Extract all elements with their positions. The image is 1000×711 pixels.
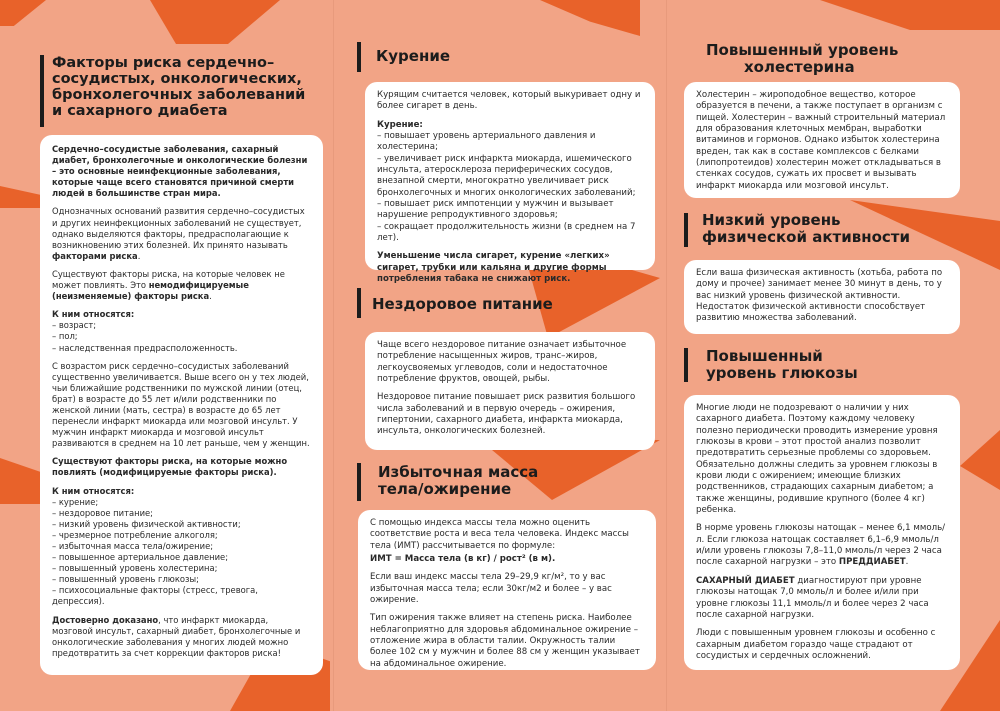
smoking-effects-list — [377, 131, 643, 244]
list-item: – повышенный уровень холестерина; — [52, 563, 218, 574]
risk-factors-card — [40, 135, 323, 675]
list-item: – повышает уровень артериального давления и холестерина; — [377, 131, 596, 153]
list-item: – курение; — [52, 496, 99, 507]
intro-text: Сердечно–сосудистые заболевания, сахарный диабет, бронхолегочные и онкологические болезни – это основные неинфекционные заболевания, которые чаще всего становятся причиной смерти людей в большинстве стран мира. — [52, 144, 308, 199]
glucose-paragraph: Многие люди не подозревают о наличии у них сахарного диабета. Поэтому каждому человеку полезно периодически проводить измерение уровня глюкозы в крови – этот простой анализ позволит предотвратить серьезные проблемы со здоровьем. Обязательно должны следить за уровнем глюкозы в крови люди с ожирением; имеющие близких родственников, страдающих сахарным диабетом; а также женщины, родившие крупного (более 4 кг) ребенка. — [696, 403, 938, 516]
list-item: – избыточная масса тела/ожирение; — [52, 541, 214, 551]
obesity-type-paragraph: Тип ожирения также влияет на степень риска. Наиболее неблагоприятно для здоровья абдоминальное ожирение – отложение жира в области талии. Окружность талии более 102 см у мужчин и более 88 см у женщин указывает на абдоминальное ожирение. — [370, 613, 640, 669]
heading-bar — [357, 463, 361, 501]
heading-bar — [357, 42, 361, 72]
activity-title: Низкий уровень физической активности — [702, 211, 910, 246]
decor-shape — [0, 0, 46, 26]
list-item: – нездоровое питание; — [52, 507, 153, 518]
conclusion-paragraph: Достоверно доказано, что инфаркт миокарда, мозговой инсульт, сахарный диабет, бронхолегочные и онкологические заболевания у многих людей можно предотвратить за счет коррекции факторов риска! — [52, 614, 301, 658]
activity-paragraph: Если ваша физическая активность (хотьба, работа по дому и прочее) занимает менее 30 минут в день, то у вас низкий уровень физической активности. Недостаток физической активности способствует развитию множества заболеваний. — [696, 268, 943, 324]
smoking-definition: Курящим считается человек, который выкуривает одну и более сигарет в день. — [377, 90, 641, 112]
panel-divider — [666, 0, 667, 711]
list-item: – повышенное артериальное давление; — [52, 552, 229, 563]
diet-paragraph: Нездоровое питание повышает риск развития большого числа заболеваний и в первую очередь – ожирения, гипертонии, сахарного диабета, инфаркта миокарда, инсульта, онкологических болезней. — [377, 392, 636, 437]
risk-factors-paragraph: Однозначных оснований развития сердечно–сосудистых и других неинфекционных заболеваний не существует, однако выделяются факторы, предрасполагающие к возникновению этих болезней. Их принято называть факторами риска. — [52, 206, 305, 261]
nonmodifiable-paragraph: Существуют факторы риска, на которые человек не может повлиять. Это немодифицируемые (неизменяемые) факторы риска. — [52, 268, 285, 302]
complications-paragraph: Люди с повышенным уровнем глюкозы и особенно с сахарным диабетом гораздо чаще страдают от сосудистых и сердечных осложнений. — [696, 628, 936, 661]
decor-shape — [0, 186, 40, 208]
nonmod-list — [52, 320, 311, 353]
mod-list-heading: К ним относятся: — [52, 485, 135, 496]
prediabetes-paragraph: В норме уровень глюкозы натощак – менее 6,1 ммоль/л. Если глюкоза натощак составляет 6,1–6,9 ммоль/л и/или уровень глюкозы 7,8–11,0 ммоль/л через 2 часа после сахарной нагрузки – это ПРЕДДИАБЕТ. — [696, 523, 946, 568]
page-title: Факторы риска сердечно– сосудистых, онкологических, бронхолегочных заболеваний и сахарного диабета — [52, 55, 306, 119]
list-item: – низкий уровень физической активности; — [52, 518, 241, 529]
heading-bar — [40, 55, 44, 127]
heading-bar — [357, 288, 361, 318]
bmi-formula: ИМТ = Масса тела (в кг) / рост² (в м). — [370, 554, 556, 565]
cholesterol-paragraph: Холестерин – жироподобное вещество, которое образуется в печени, а также поступает в организм с пищей. Холестерин – важный строительный материал для образования клеточных мембран, выработки витаминов и гормонов. Однако избыток холестерина вреден, так как в составе комплексов с белками (липопротеидов) холестерин может откладываться в стенках сосудов, сужать их просвет и вызывать инфаркт миокарда или мозговой инсульт. — [696, 90, 946, 191]
list-item: – повышает риск импотенции у мужчин и вызывает нарушение репродуктивного здоровья; — [377, 199, 614, 221]
cholesterol-title: Повышенный уровень холестерина — [706, 41, 899, 76]
list-item: – увеличивает риск инфаркта миокарда, ишемического инсульта, атеросклероза периферических сосудов, внезапной смерти, многократно увеличивает риск бронхолегочных и многих онкологических заболеваний; — [377, 153, 636, 198]
bmi-interpretation: Если ваш индекс массы тела 29–29,9 кг/м², то у вас избыточная масса тела; если 30кг/м2 и более – у вас ожирение. — [370, 572, 612, 606]
list-item: – наследственная предрасположенность. — [52, 342, 238, 353]
mod-list — [52, 497, 311, 608]
list-item: – чрезмерное потребление алкоголя; — [52, 529, 218, 540]
bmi-intro: С помощью индекса массы тела можно оценить соответствие роста и веса тела человека. Индекс массы тела (ИМТ) рассчитывается по формуле: — [370, 518, 629, 551]
smoking-card — [365, 82, 655, 285]
panel-divider — [333, 0, 334, 711]
decor-shape — [960, 430, 1000, 490]
smoking-title: Курение — [376, 47, 450, 65]
decor-shape — [150, 0, 280, 44]
activity-card — [684, 260, 960, 334]
diet-title: Нездоровое питание — [372, 295, 553, 313]
weight-card — [358, 510, 656, 670]
diet-card — [365, 332, 655, 450]
diet-paragraph: Чаще всего нездоровое питание означает избыточное потребление насыщенных жиров, транс–жиров, легкоусвояемых углеводов, соли и недостаточное потребление фруктов, овощей, рыбы. — [377, 340, 627, 385]
nonmod-list-heading: К ним относятся: — [52, 309, 135, 320]
heading-bar — [684, 213, 688, 247]
heading-bar — [684, 348, 688, 382]
list-item: – пол; — [52, 331, 78, 342]
decor-shape — [0, 458, 40, 504]
cholesterol-card — [684, 82, 960, 198]
list-item: – повышенный уровень глюкозы; — [52, 574, 199, 585]
decor-shape — [820, 0, 1000, 30]
modifiable-intro: Существуют факторы риска, на которые можно повлиять (модифицируемые факторы риска). — [52, 456, 288, 478]
weight-title: Избыточная масса тела/ожирение — [378, 463, 539, 498]
smoking-subheading: Курение: — [377, 119, 423, 130]
glucose-title: Повышенный уровень глюкозы — [706, 347, 858, 382]
smoking-conclusion: Уменьшение числа сигарет, курение «легких» сигарет, трубки или кальяна и другие формы потребления табака не снижают риск. — [377, 251, 610, 285]
decor-shape — [540, 0, 640, 36]
list-item: – сокращает продолжительность жизни (в среднем на 7 лет). — [377, 221, 636, 244]
list-item: – возраст; — [52, 320, 97, 331]
age-paragraph: С возрастом риск сердечно–сосудистых заболеваний существенно увеличивается. Выше всего он у тех людей, чьи ближайшие родственники по мужской линии (отец, брат) в возрасте до 55 лет и/или родственники по женской линии (мать, сестра) в возрасте до 65 лет перенесли инфаркт миокарда или мозговой инсульт. У мужчин инфаркт миокарда и мозговой инсульт развиваются в среднем на 10 лет раньше, чем у женщин. — [52, 360, 310, 449]
list-item: – психосоциальные факторы (стресс, тревога, депрессия). — [52, 585, 258, 607]
diabetes-paragraph: САХАРНЫЙ ДИАБЕТ диагностируют при уровне глюкозы натощак 7,0 ммоль/л и более и/или при уровне глюкозы 11,1 ммоль/л и более через 2 часа после сахарной нагрузки. — [696, 575, 929, 620]
glucose-card — [684, 395, 960, 670]
